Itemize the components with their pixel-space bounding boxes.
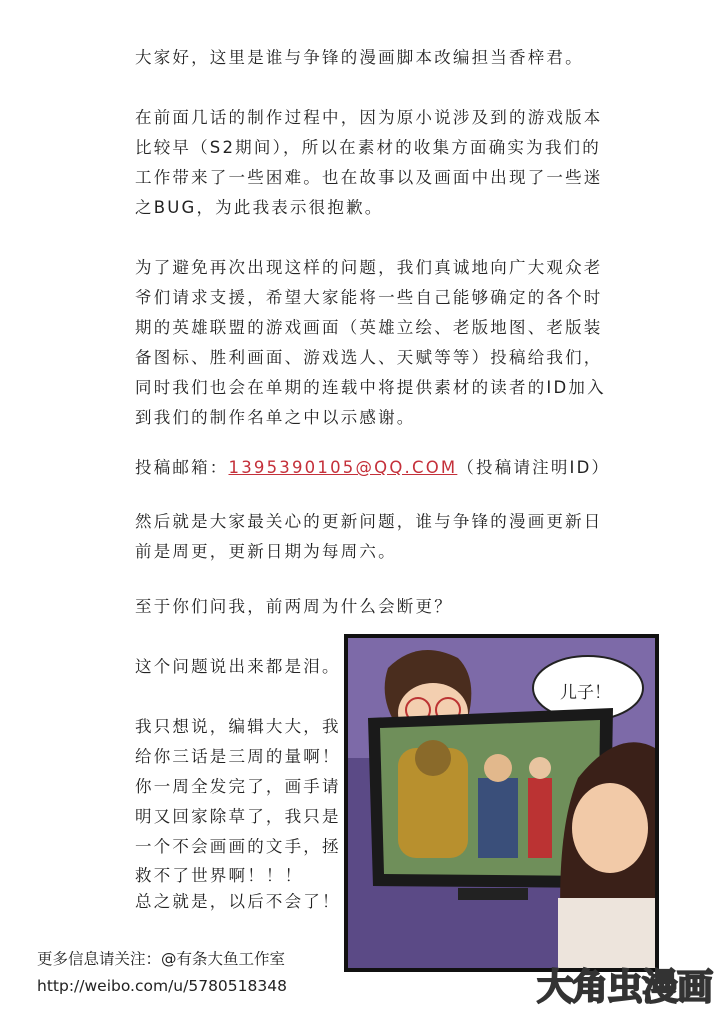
comic-panel [344,634,659,972]
text-line: 救不了世界啊！！！ [135,866,304,885]
text-line: 给你三话是三周的量啊！ [135,747,341,766]
text-line: 期的英雄联盟的游戏画面（英雄立绘、老版地图、老版装 [135,318,603,337]
text-line: 比较早（S2期间），所以在素材的收集方面确实为我们的 [135,138,601,157]
text-line: 备图标、胜利画面、游戏选人、天赋等等）投稿给我们， [135,348,603,367]
text-line: 我只想说，编辑大大，我 [135,717,341,736]
text-line: 然后就是大家最关心的更新问题，谁与争锋的漫画更新日 [135,512,603,531]
text-line: 在前面几话的制作过程中，因为原小说涉及到的游戏版本 [135,108,603,127]
text-line: 同时我们也会在单期的连载中将提供素材的读者的ID加入 [135,378,606,397]
email-line [135,458,610,478]
text-line: 这个问题说出来都是泪。 [135,657,341,676]
text-line: 大家好，这里是谁与争锋的漫画脚本改编担当香梓君。 [135,48,584,67]
email-label: 投稿邮箱： [135,458,229,477]
text-line: 前是周更，更新日期为每周六。 [135,542,397,561]
text-line: 一个不会画画的文手，拯 [135,837,341,856]
text-line: 明又回家除草了，我只是 [135,807,341,826]
email-link[interactable]: 1395390105@QQ.COM [228,458,458,477]
text-line: 为了避免再次出现这样的问题，我们真诚地向广大观众老 [135,258,603,277]
text-line: 工作带来了一些困难。也在故事以及画面中出现了一些迷 [135,168,603,187]
text-line: 到我们的制作名单之中以示感谢。 [135,408,416,427]
text-line: 总之就是，以后不会了！ [135,892,341,911]
weibo-url[interactable]: http://weibo.com/u/5780518348 [37,977,287,995]
text-line: 爷们请求支援，希望大家能将一些自己能够确定的各个时 [135,288,603,307]
email-note: （投稿请注明ID） [457,458,611,477]
watermark-logo: 大角虫漫画 [536,967,712,1008]
speech-bubble-text: 儿子！ [560,683,611,703]
follow-text: 更多信息请关注：@有条大鱼工作室 [37,950,286,968]
text-line: 之BUG，为此我表示很抱歉。 [135,198,384,217]
text-line: 至于你们问我，前两周为什么会断更？ [135,597,453,616]
text-line: 你一周全发完了，画手请 [135,777,341,796]
